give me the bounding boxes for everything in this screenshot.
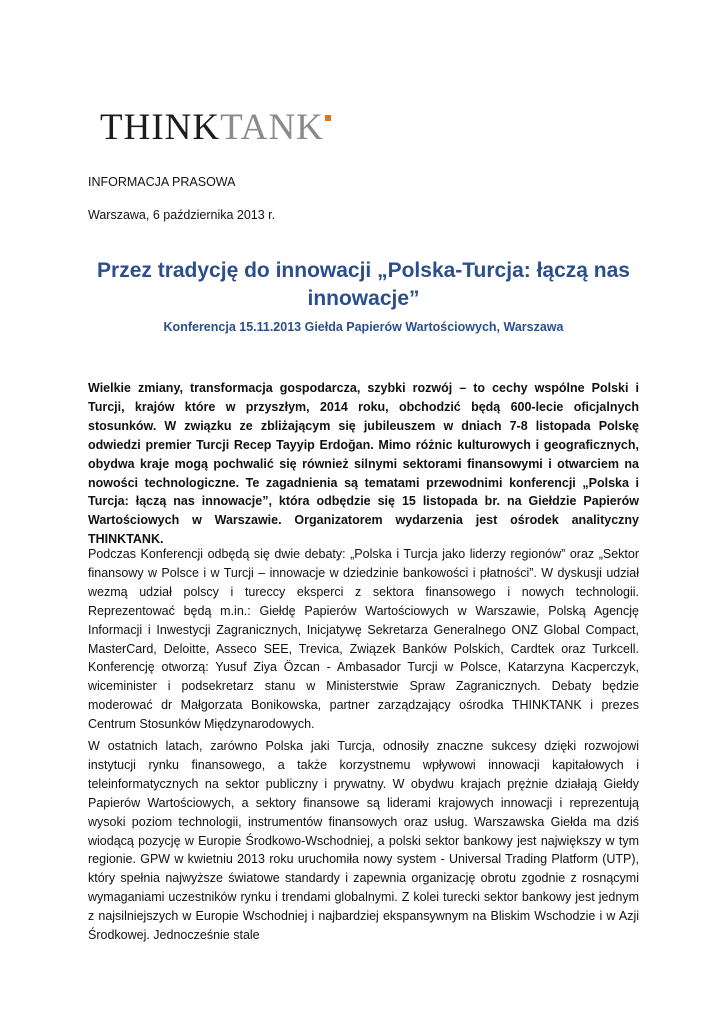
body-paragraph-1: Podczas Konferencji odbędą się dwie debaty: „Polska i Turcja jako liderzy regionów” oraz „Sektor finansowy w Polsce i w Turcji – innowacje w dziedzinie bankowości i płatności”. W dyskusji udział wezmą udział polscy i tureccy eksperci z sektora finansowego i nowych technologii. Reprezentować będą m.in.: Giełdę Papierów Wartościowych w Warszawie, Polską Agencję Informacji i Inwestycji Zagranicznych, Inicjatywę Sekretarza Generalnego ONZ Global Compact, MasterCard, Deloitte, Asseco SEE, Trevica, Związek Banków Polskich, Cardtek oraz Turkcell. Konferencję otworzą: Yusuf Ziya Özcan - Ambasador Turcji w Polsce, Katarzyna Kacperczyk, wiceminister i podsekretarz stanu w Ministerstwie Spraw Zagranicznych. Debaty będzie moderować dr Małgorzata Bonikowska, partner zarządzający ośrodka THINKTANK i prezes Centrum Stosunków Międzynarodowych. [88, 547, 639, 732]
thinktank-logo [100, 108, 331, 148]
date-line: Warszawa, 6 października 2013 r. [88, 208, 276, 222]
document-subtitle: Konferencja 15.11.2013 Giełda Papierów Wartościowych, Warszawa [163, 320, 564, 334]
press-release-label: INFORMACJA PRASOWA [88, 175, 236, 189]
logo-accent-square [325, 115, 331, 121]
body-paragraph-2: W ostatnich latach, zarówno Polska jaki Turcja, odnosiły znaczne sukcesy dzięki rozwojowi instytucji rynku finansowego, a także korzystnemu wpływowi innowacji kapitałowych i teleinformatycznych na sektor publiczny i prywatny. W obydwu krajach prężnie działają Giełdy Papierów Wartościowych, a sektory finansowe są liderami krajowych innowacji i reprezentują wysoki poziom technologii, instrumentów finansowych oraz usług. Warszawska Giełda ma dziś wiodącą pozycję w Europie Środkowo-Wschodniej, a polski sektor bankowy jest największy w tym regionie. GPW w kwietniu 2013 roku uruchomiła nowy system - Universal Trading Platform (UTP), który spełnia najwyższe światowe standardy i zapewnia organizację obrotu zgodnie z rosnącymi wymaganiami uczestników rynku i trendami globalnymi. Z kolei turecki sektor bankowy jest jednym z najsilniejszych w Europie Wschodniej i najbardziej ekspansywnym na Bliskim Wschodzie i w Azji Środkowej. Jednocześnie stale [88, 739, 639, 943]
document-title: Przez tradycję do innowacji „Polska-Turcja: łączą nas innowacje” [97, 259, 630, 310]
lead-paragraph: Wielkie zmiany, transformacja gospodarcza, szybki rozwój – to cechy wspólne Polski i Turcji, krajów które w przyszłym, 2014 roku, obchodzić będą 600-lecie oficjalnych stosunków. W związku ze zbliżającym się jubileuszem w dniach 7-8 listopada Polskę odwiedzi premier Turcji Recep Tayyip Erdoğan. Mimo różnic kulturowych i geograficznych, obydwa kraje mogą pochwalić się również silnymi sektorami finansowymi i otwarciem na nowości technologiczne. Te zagadnienia są tematami przewodnimi konferencji „Polska i Turcja: łączą nas innowacje”, która odbędzie się 15 listopada br. na Giełdzie Papierów Wartościowych w Warszawie. Organizatorem wydarzenia jest ośrodek analityczny THINKTANK. [88, 381, 639, 547]
logo-think: THINK [100, 107, 221, 148]
logo-tank: TANK [220, 107, 324, 148]
